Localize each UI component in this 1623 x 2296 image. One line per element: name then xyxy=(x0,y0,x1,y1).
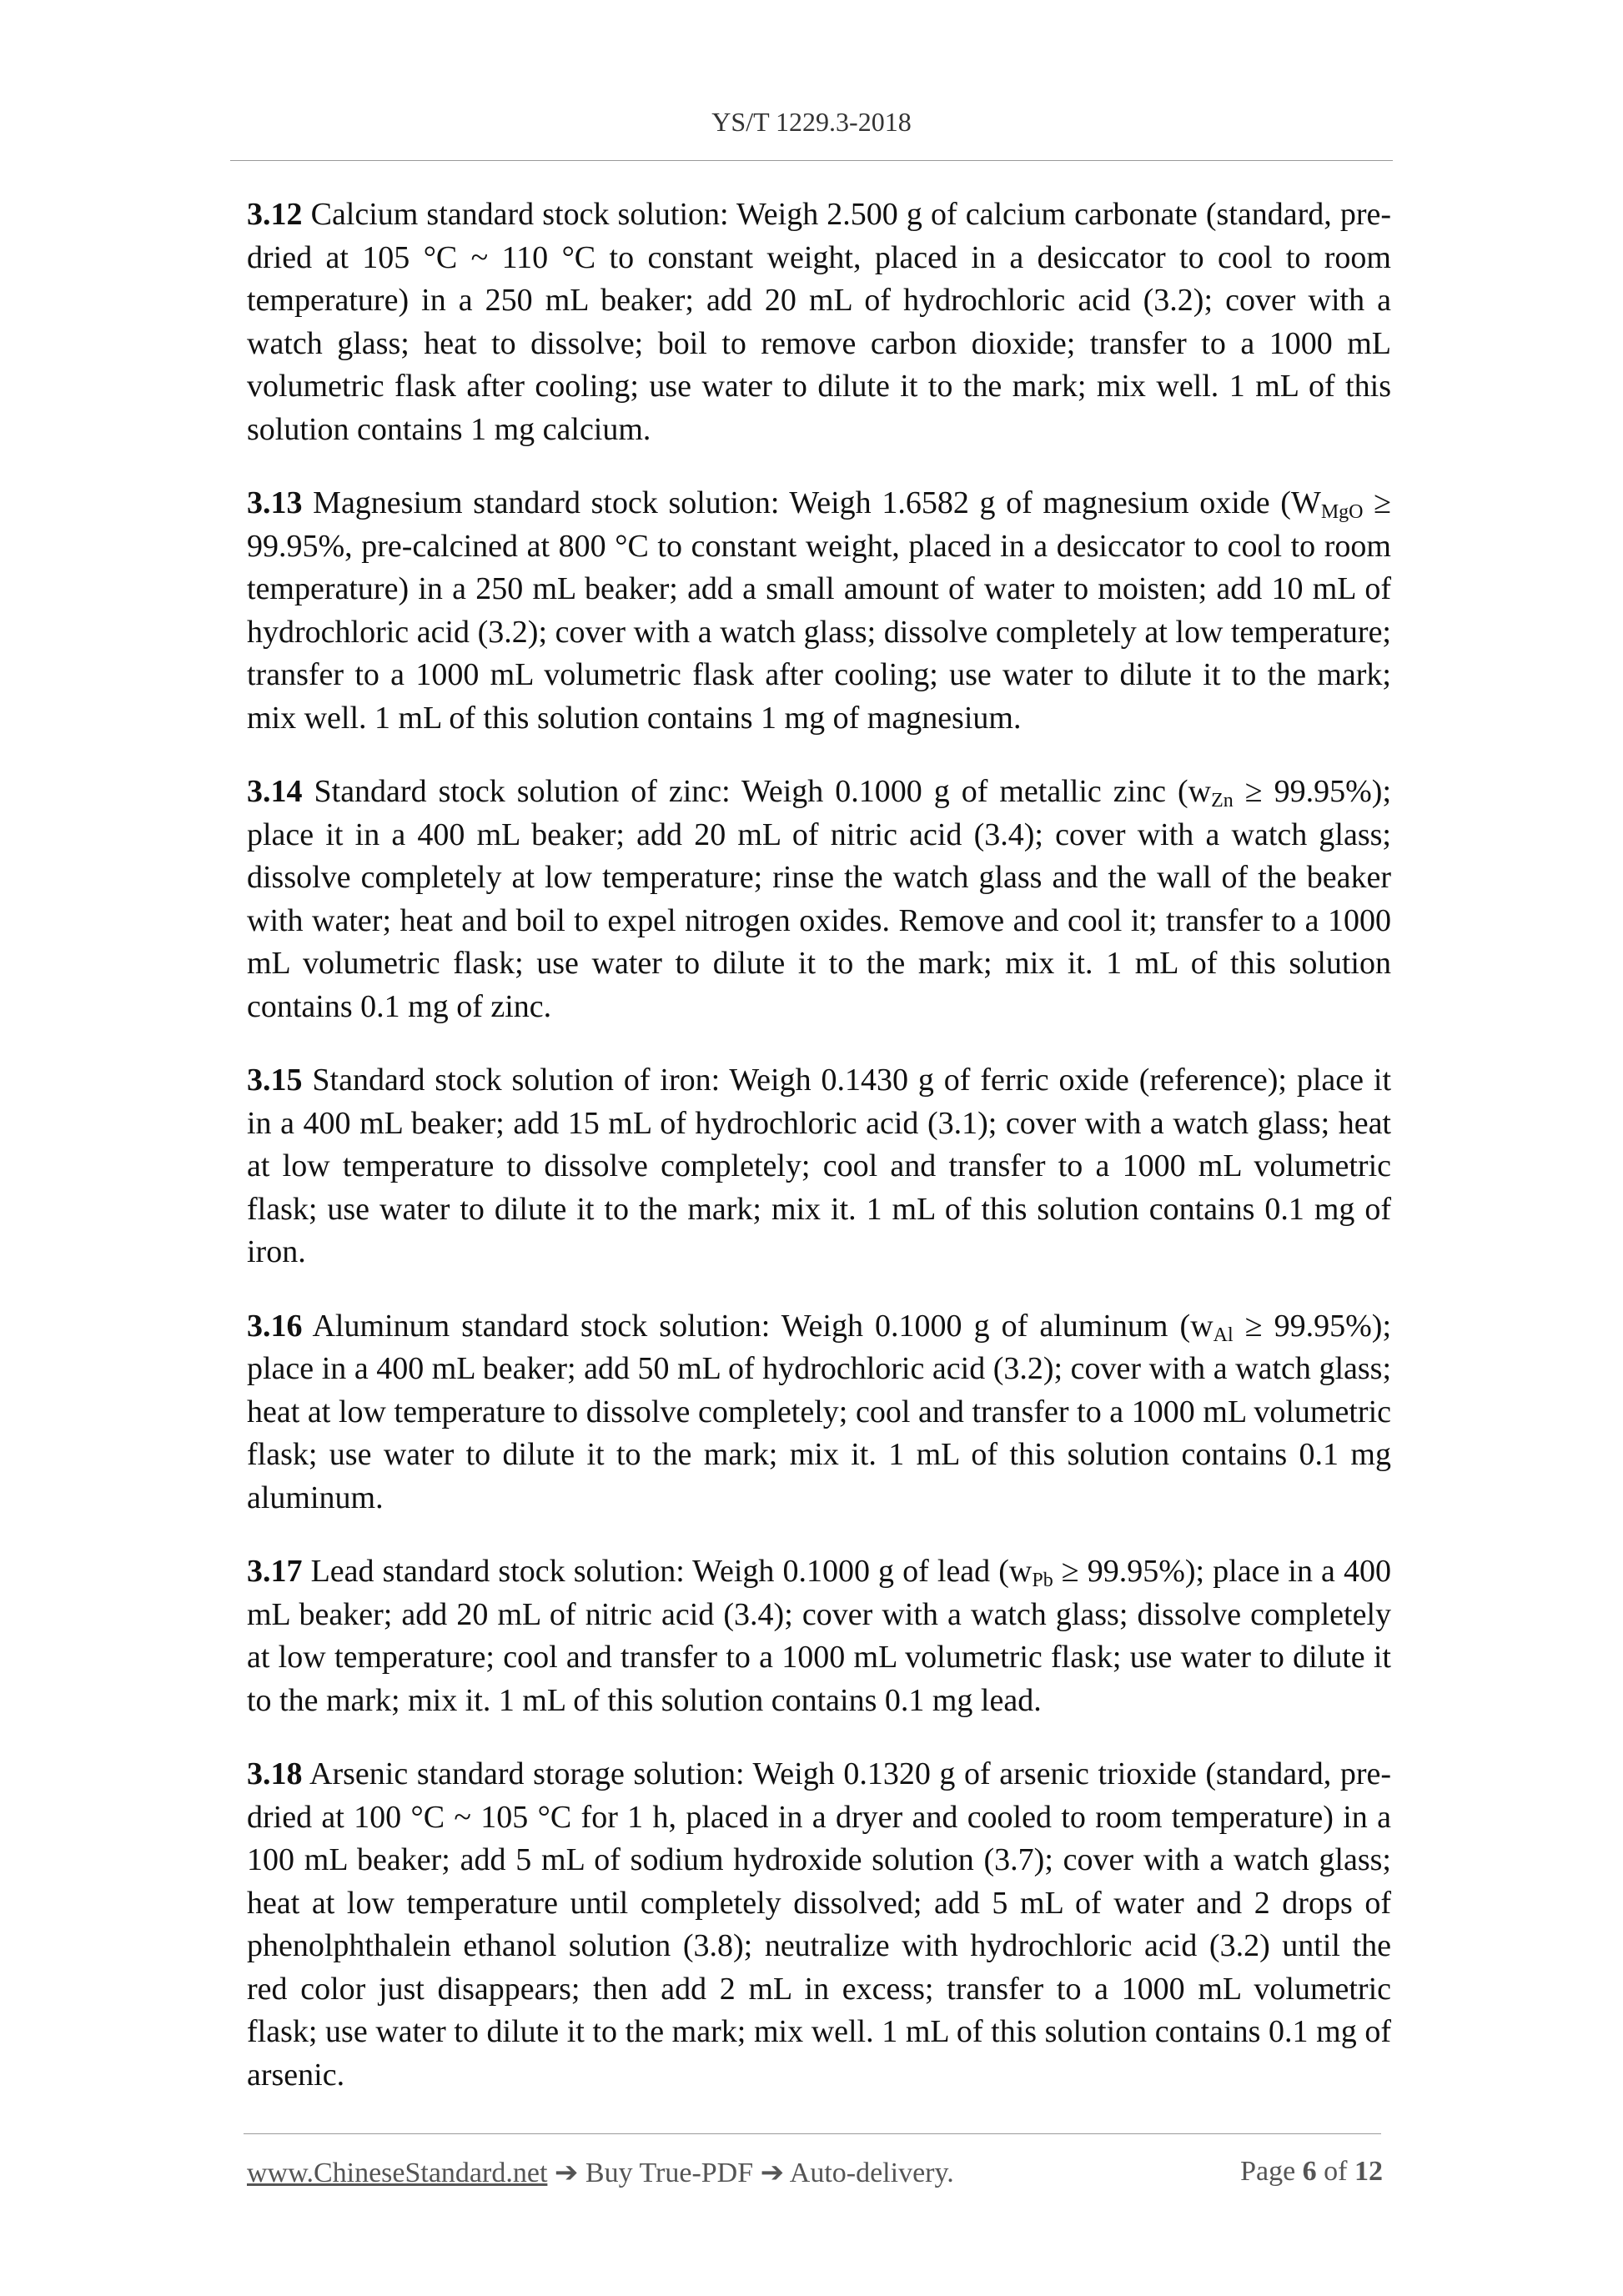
clause-text-cont: ≥ 99.95%, pre-calcined at 800 °C to constant weight, placed in a desiccator to cool to room temperature) in a 250 mL beaker; add a small amount of water to moisten; add 10 mL of hydrochloric acid (3.2); cover with a watch glass; dissolve completely at low temperature; transfer to a 1000 mL volumetric flask after cooling; use water to dilute it to the mark; mix well. 1 mL of this solution contains 1 mg of magnesium. xyxy=(247,485,1391,736)
document-body xyxy=(247,193,1391,2128)
clause-number: 3.12 xyxy=(247,197,303,232)
clause-number: 3.16 xyxy=(247,1308,303,1344)
subscript: Pb xyxy=(1032,1570,1053,1591)
document-code-header: YS/T 1229.3-2018 xyxy=(711,107,912,137)
website-link[interactable]: www.ChineseStandard.net xyxy=(247,2158,548,2188)
clause-3-13 xyxy=(247,482,1391,740)
arrow-right-icon: ➔ xyxy=(554,2158,579,2188)
clause-text-cont: ≥ 99.95%); place in a 400 mL beaker; add 50 mL of hydrochloric acid (3.2); cover with a watch glass; heat at low temperature to dissolve completely; cool and transfer to a 1000 mL volumetric flask; use water to dilute it to the mark; mix it. 1 mL of this solution contains 0.1 mg aluminum. xyxy=(247,1308,1391,1515)
clause-number: 3.13 xyxy=(247,485,303,520)
clause-3-15 xyxy=(247,1059,1391,1274)
clause-number: 3.15 xyxy=(247,1063,303,1098)
subscript: MgO xyxy=(1320,501,1364,523)
delivery-text: Auto-delivery. xyxy=(789,2158,954,2188)
clause-3-14 xyxy=(247,771,1391,1028)
arrow-right-icon: ➔ xyxy=(760,2158,785,2188)
clause-text: Magnesium standard stock solution: Weigh 1.6582 g of magnesium oxide (W xyxy=(313,485,1321,520)
page-number xyxy=(1240,2156,1383,2188)
header-divider xyxy=(230,160,1393,161)
clause-text: Arsenic standard storage solution: Weigh 0.1320 g of arsenic trioxide (standard, pre-dried at 100 °C ~ 105 °C for 1 h, placed in a dryer and cooled to room temperature) in a 100 mL beaker; add 5 mL of sodium hydroxide solution (3.7); cover with a watch glass; heat at low temperature until completely dissolved; add 5 mL of water and 2 drops of phenolphthalein ethanol solution (3.8); neutralize with hydrochloric acid (3.2) until the red color just disappears; then add 2 mL in excess; transfer to a 1000 mL volumetric flask; use water to dilute it to the mark; mix well. 1 mL of this solution contains 0.1 mg of arsenic. xyxy=(247,1756,1392,2093)
clause-text: Aluminum standard stock solution: Weigh 0.1000 g of aluminum (w xyxy=(312,1308,1213,1344)
clause-text: Standard stock solution of iron: Weigh 0.1430 g of ferric oxide (reference); place it in a 400 mL beaker; add 15 mL of hydrochloric acid (3.1); cover with a watch glass; heat at low temperature to dissolve completely; cool and transfer to a 1000 mL volumetric flask; use water to dilute it to the mark; mix it. 1 mL of this solution contains 0.1 mg of iron. xyxy=(247,1063,1392,1269)
clause-number: 3.14 xyxy=(247,774,303,809)
current-page: 6 xyxy=(1302,2156,1317,2187)
subscript: Zn xyxy=(1211,790,1234,811)
clause-text: Standard stock solution of zinc: Weigh 0.1000 g of metallic zinc (w xyxy=(314,774,1212,809)
footer-divider xyxy=(244,2133,1381,2134)
clause-3-16 xyxy=(247,1305,1391,1520)
buy-text: Buy True-PDF xyxy=(585,2158,754,2188)
clause-number: 3.17 xyxy=(247,1554,303,1589)
of-label: of xyxy=(1324,2156,1348,2187)
clause-3-12 xyxy=(247,193,1391,451)
clause-number: 3.18 xyxy=(247,1756,303,1791)
clause-text: Calcium standard stock solution: Weigh 2.500 g of calcium carbonate (standard, pre-dried at 105 °C ~ 110 °C to constant weight, placed in a desiccator to cool to room temperature) in a 250 mL beaker; add 20 mL of hydrochloric acid (3.2); cover with a watch glass; heat to dissolve; boil to remove carbon dioxide; transfer to a 1000 mL volumetric flask after cooling; use water to dilute it to the mark; mix well. 1 mL of this solution contains 1 mg calcium. xyxy=(247,197,1391,447)
footer-promo xyxy=(247,2156,954,2189)
page-label: Page xyxy=(1240,2156,1296,2187)
clause-text: Lead standard stock solution: Weigh 0.1000 g of lead (w xyxy=(310,1554,1033,1589)
subscript: Al xyxy=(1213,1324,1234,1346)
total-pages: 12 xyxy=(1354,2156,1383,2187)
clause-text-cont: ≥ 99.95%); place in a 400 mL beaker; add 20 mL of nitric acid (3.4); cover with a watch glass; dissolve completely at low temperature; cool and transfer to a 1000 mL volumetric flask; use water to dilute it to the mark; mix it. 1 mL of this solution contains 0.1 mg lead. xyxy=(247,1554,1391,1718)
clause-3-17 xyxy=(247,1550,1391,1722)
clause-3-18 xyxy=(247,1753,1391,2097)
clause-text-cont: ≥ 99.95%); place it in a 400 mL beaker; add 20 mL of nitric acid (3.4); cover with a watch glass; dissolve completely at low temperature; rinse the watch glass and the wall of the beaker with water; heat and boil to expel nitrogen oxides. Remove and cool it; transfer to a 1000 mL volumetric flask; use water to dilute it to the mark; mix it. 1 mL of this solution contains 0.1 mg of zinc. xyxy=(247,774,1391,1024)
